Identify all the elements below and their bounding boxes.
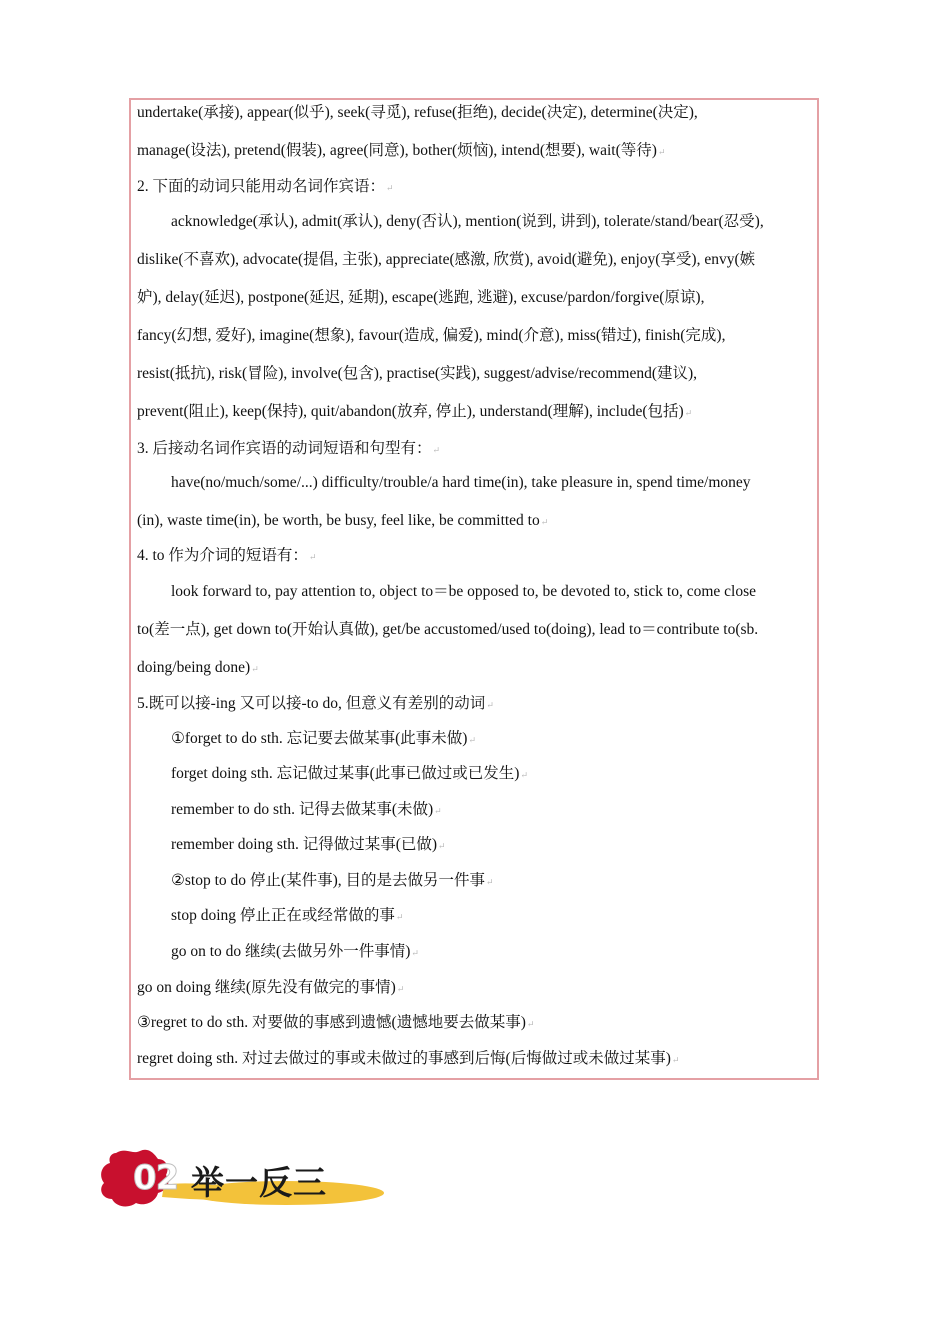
- banner-number: 02: [133, 1158, 179, 1198]
- text-line: forget doing sth. 忘记做过某事(此事已做过或已发生)↵: [171, 765, 528, 782]
- text-line: remember doing sth. 记得做过某事(已做)↵: [171, 836, 446, 853]
- text-line: stop doing 停止正在或经常做的事↵: [171, 907, 404, 924]
- text-line: 妒), delay(延迟), postpone(延迟, 延期), escape(逃跑, 逃避), excuse/pardon/forgive(原谅),: [137, 289, 705, 306]
- text-line: acknowledge(承认), admit(承认), deny(否认), mention(说到, 讲到), tolerate/stand/bear(忍受),: [171, 213, 764, 230]
- text-line: remember to do sth. 记得去做某事(未做)↵: [171, 801, 442, 818]
- text-line: undertake(承接), appear(似乎), seek(寻觅), refuse(拒绝), decide(决定), determine(决定),: [137, 104, 698, 121]
- text-line: prevent(阻止), keep(保持), quit/abandon(放弃, 停止), understand(理解), include(包括)↵: [137, 403, 693, 420]
- section-banner: [96, 1145, 396, 1215]
- text-line: go on to do 继续(去做另外一件事情)↵: [171, 943, 419, 960]
- text-line: doing/being done)↵: [137, 659, 259, 676]
- text-line: to(差一点), get down to(开始认真做), get/be accustomed/used to(doing), lead to＝contribute to(sb.: [137, 621, 759, 638]
- text-line: manage(设法), pretend(假装), agree(同意), bother(烦恼), intend(想要), wait(等待)↵: [137, 142, 666, 159]
- text-line: ①forget to do sth. 忘记要去做某事(此事未做)↵: [171, 730, 477, 747]
- section-heading-3: 3. 后接动名词作宾语的动词短语和句型有：↵: [137, 440, 441, 457]
- text-line: ③regret to do sth. 对要做的事感到遗憾(遗憾地要去做某事)↵: [137, 1014, 535, 1031]
- section-heading-5: 5.既可以接-ing 又可以接-to do, 但意义有差别的动词↵: [137, 695, 494, 712]
- text-line: have(no/much/some/...) difficulty/trouble/a hard time(in), take pleasure in, spend time/money: [171, 474, 751, 491]
- section-heading-2: 2. 下面的动词只能用动名词作宾语：↵: [137, 178, 394, 195]
- text-line: (in), waste time(in), be worth, be busy, feel like, be committed to↵: [137, 512, 549, 529]
- section-heading-4: 4. to 作为介词的短语有：↵: [137, 547, 317, 564]
- text-line: ②stop to do 停止(某件事), 目的是去做另一件事↵: [171, 872, 494, 889]
- text-line: dislike(不喜欢), advocate(提倡, 主张), appreciate(感激, 欣赏), avoid(避免), enjoy(享受), envy(嫉: [137, 251, 756, 268]
- text-line: go on doing 继续(原先没有做完的事情)↵: [137, 979, 405, 996]
- text-line: regret doing sth. 对过去做过的事或未做过的事感到后悔(后悔做过或未做过某事)↵: [137, 1050, 680, 1067]
- text-line: fancy(幻想, 爱好), imagine(想象), favour(造成, 偏爱), mind(介意), miss(错过), finish(完成),: [137, 327, 726, 344]
- text-line: look forward to, pay attention to, object to＝be opposed to, be devoted to, stick to, come close: [171, 583, 756, 600]
- banner-title: 举一反三: [191, 1163, 327, 1202]
- text-line: resist(抵抗), risk(冒险), involve(包含), practise(实践), suggest/advise/recommend(建议),: [137, 365, 698, 382]
